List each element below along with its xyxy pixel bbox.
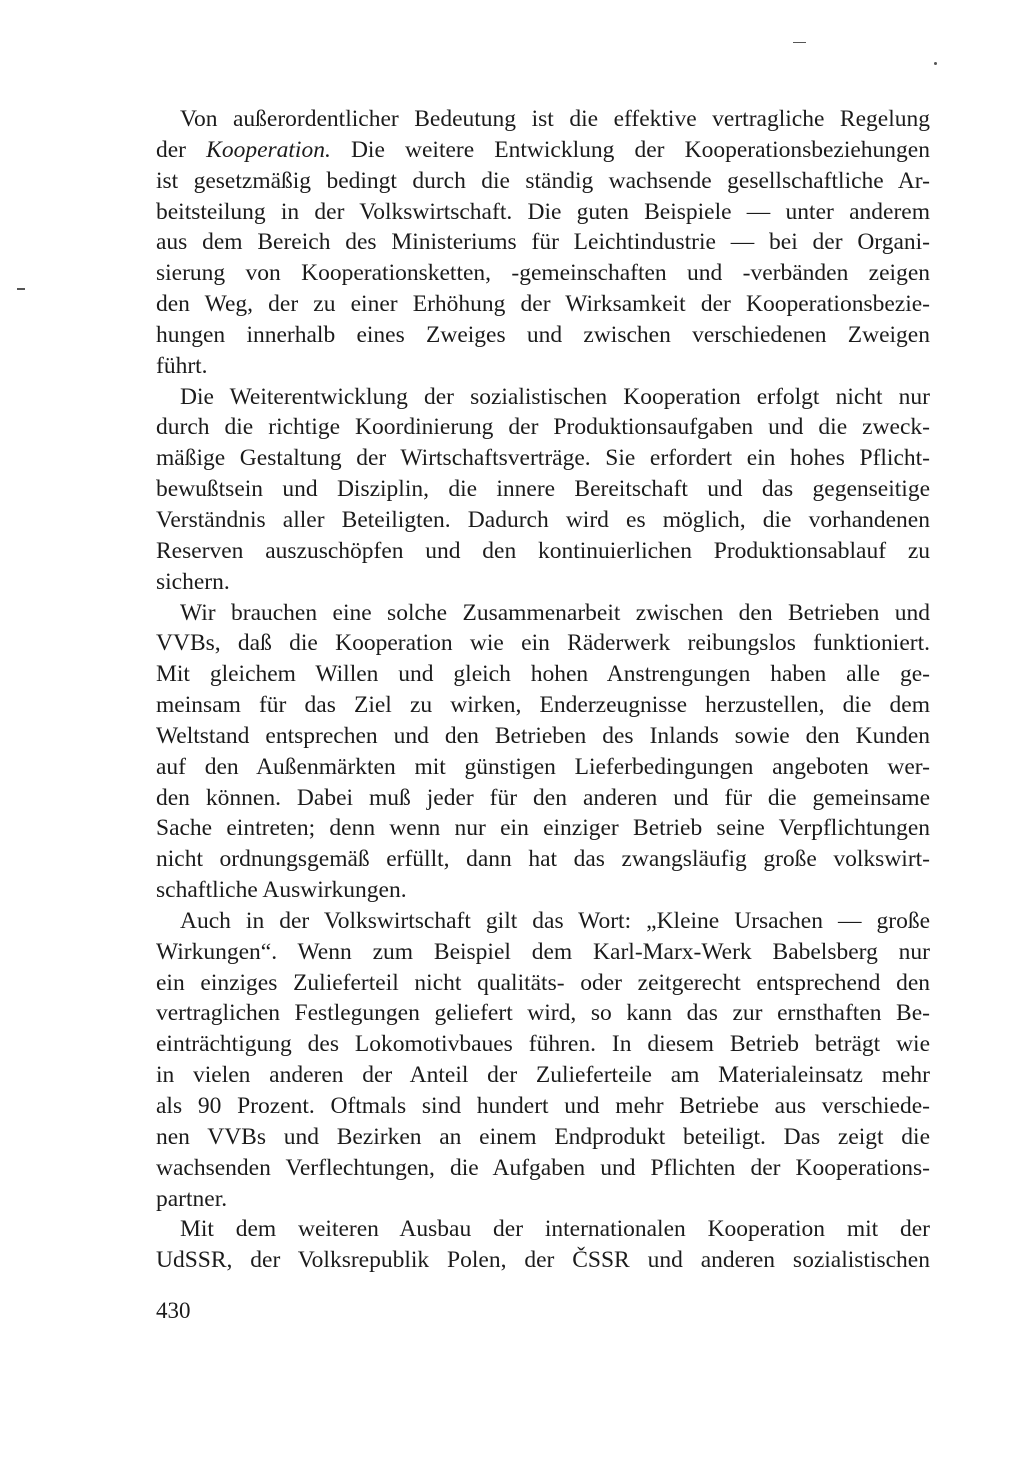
- emphasis: Kooperation.: [206, 136, 331, 163]
- text-line: Wirkungen“. Wenn zum Beispiel dem Karl-Marx-Werk Babelsberg nur: [156, 938, 930, 965]
- text-line: meinsam für das Ziel zu wirken, Enderzeugnisse herzustellen, die dem: [156, 692, 930, 719]
- text-line: partner.: [156, 1185, 228, 1212]
- text-line: Weltstand entsprechen und den Betrieben des Inlands sowie den Kunden: [156, 722, 930, 749]
- text-line: Reserven auszuschöpfen und den kontinuierlichen Produktionsablauf zu: [156, 537, 930, 564]
- text-line: der Kooperation. Die weitere Entwicklung der Kooperationsbeziehungen: [156, 136, 930, 163]
- text-line: Auch in der Volkswirtschaft gilt das Wort: „Kleine Ursachen — große: [180, 907, 930, 934]
- text-line: Verständnis aller Beteiligten. Dadurch wird es möglich, die vorhandenen: [156, 506, 930, 533]
- body-text: [156, 104, 930, 1276]
- text-line: den können. Dabei muß jeder für den anderen und für die gemeinsame: [156, 784, 930, 811]
- text-line: sichern.: [156, 568, 230, 595]
- page-number: 430: [156, 1298, 191, 1323]
- paragraph: [156, 104, 930, 382]
- text-line: vertraglichen Festlegungen geliefert wird, so kann das zur ernsthaften Be-: [156, 1000, 930, 1027]
- text-line: nen VVBs und Bezirken an einem Endprodukt beteiligt. Das zeigt die: [156, 1123, 930, 1150]
- paragraph: [156, 598, 930, 906]
- text-line: bewußtsein und Disziplin, die innere Bereitschaft und das gegenseitige: [156, 476, 930, 503]
- paragraph: [156, 1214, 930, 1276]
- text-line: nicht ordnungsgemäß erfüllt, dann hat das zwangsläufig große volkswirt-: [156, 846, 930, 873]
- paragraph: [156, 382, 930, 598]
- text-line: Sache eintreten; denn wenn nur ein einziger Betrieb seine Verpflichtungen: [156, 815, 930, 842]
- text-line: Wir brauchen eine solche Zusammenarbeit zwischen den Betrieben und: [180, 599, 930, 626]
- scan-mark-margin: [17, 288, 25, 290]
- text-line: den Weg, der zu einer Erhöhung der Wirksamkeit der Kooperationsbezie-: [156, 291, 930, 318]
- text-line: schaftliche Auswirkungen.: [156, 877, 407, 904]
- text-line: Mit gleichem Willen und gleich hohen Anstrengungen haben alle ge-: [156, 661, 930, 688]
- text-line: Von außerordentlicher Bedeutung ist die effektive vertragliche Regelung: [180, 106, 930, 132]
- text-line: aus dem Bereich des Ministeriums für Leichtindustrie — bei der Organi-: [156, 229, 930, 256]
- text-line: hungen innerhalb eines Zweiges und zwischen verschiedenen Zweigen: [156, 321, 930, 348]
- text-line: beitsteilung in der Volkswirtschaft. Die guten Beispiele — unter anderem: [156, 198, 930, 225]
- text-line: Die Weiterentwicklung der sozialistischen Kooperation erfolgt nicht nur: [180, 383, 930, 410]
- text-line: einträchtigung des Lokomotivbaues führen. In diesem Betrieb beträgt wie: [156, 1031, 930, 1058]
- text-line: auf den Außenmärkten mit günstigen Lieferbedingungen angeboten wer-: [156, 753, 930, 780]
- text-line: wachsenden Verflechtungen, die Aufgaben und Pflichten der Kooperations-: [156, 1154, 930, 1181]
- text-line: VVBs, daß die Kooperation wie ein Räderwerk reibungslos funktioniert.: [156, 630, 930, 657]
- text-line: führt.: [156, 352, 208, 379]
- scan-mark-top: [793, 42, 806, 43]
- scan-mark-dot: [934, 62, 937, 65]
- text-line: in vielen anderen der Anteil der Zulieferteile am Materialeinsatz mehr: [156, 1062, 930, 1089]
- paragraph: [156, 906, 930, 1214]
- text-line: mäßige Gestaltung der Wirtschaftsverträge. Sie erfordert ein hohes Pflicht-: [156, 445, 930, 472]
- text-line: als 90 Prozent. Oftmals sind hundert und mehr Betriebe aus verschiede-: [156, 1093, 930, 1119]
- text-line: ein einziges Zulieferteil nicht qualitäts- oder zeitgerecht entsprechend den: [156, 969, 930, 996]
- text-line: UdSSR, der Volksrepublik Polen, der ČSSR und anderen sozialistischen: [156, 1247, 930, 1274]
- text-line: durch die richtige Koordinierung der Produktionsaufgaben und die zweck-: [156, 414, 930, 441]
- text-line: ist gesetzmäßig bedingt durch die ständig wachsende gesellschaftliche Ar-: [156, 167, 930, 194]
- text-line: sierung von Kooperationsketten, -gemeinschaften und -verbänden zeigen: [156, 260, 930, 287]
- text-line: Mit dem weiteren Ausbau der internationalen Kooperation mit der: [180, 1216, 930, 1243]
